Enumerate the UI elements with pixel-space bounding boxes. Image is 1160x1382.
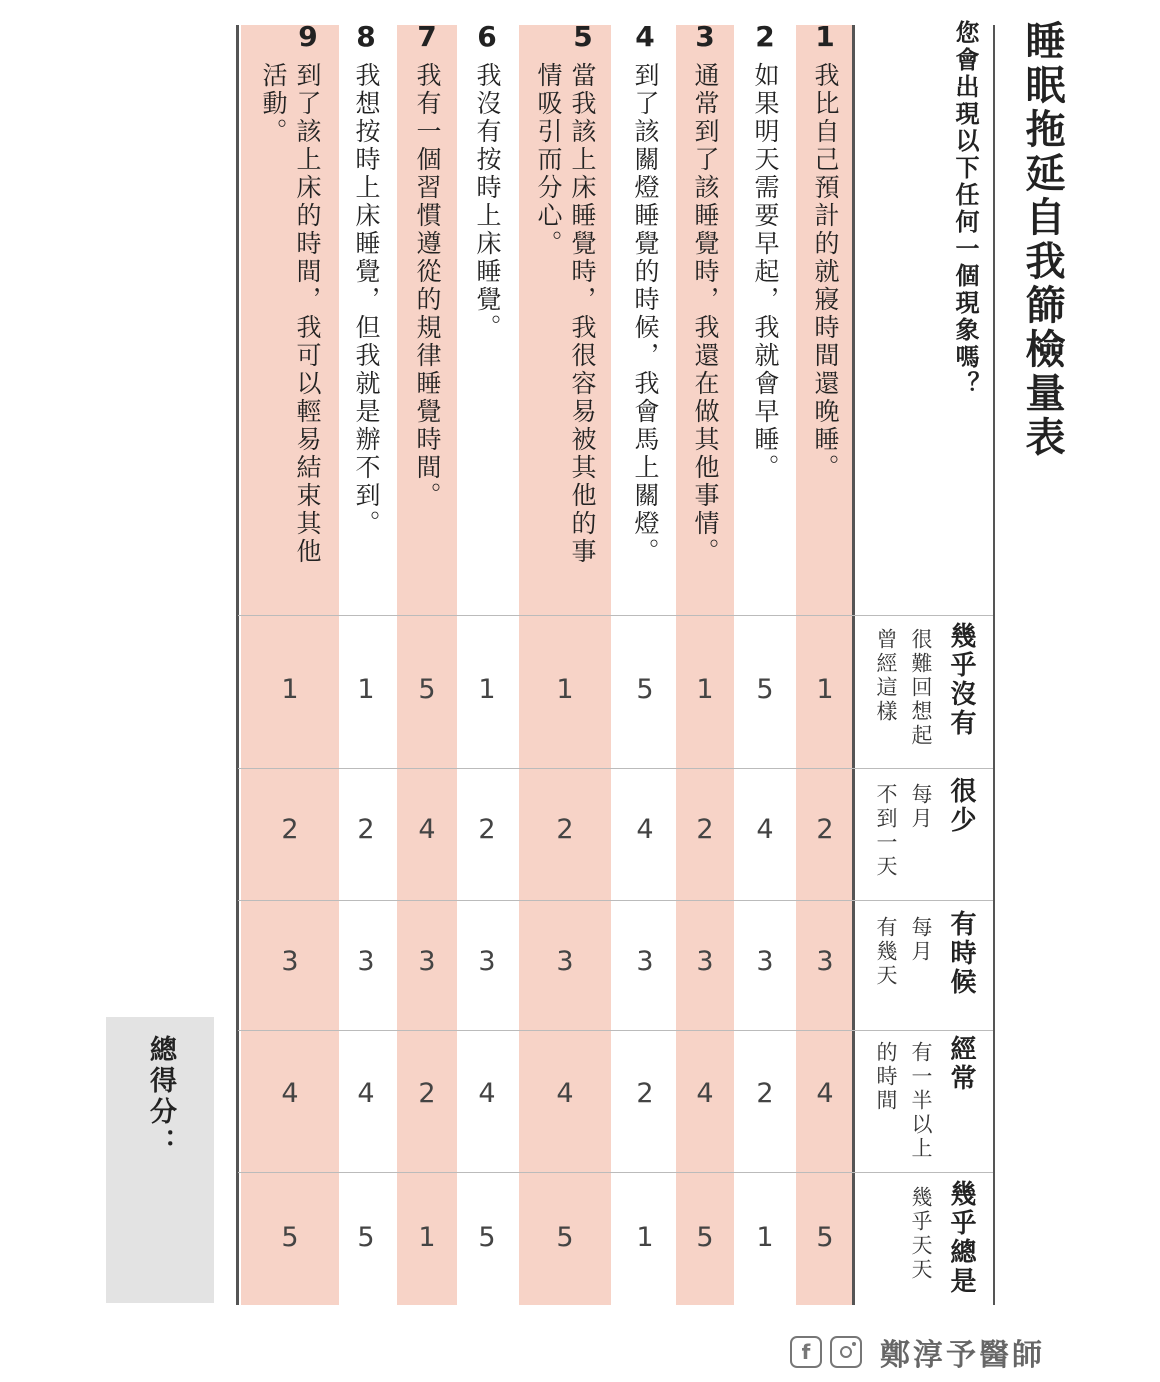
column-subheader: 每月	[909, 783, 933, 831]
score-cell[interactable]: 3	[696, 946, 714, 977]
score-cell[interactable]: 1	[816, 674, 834, 705]
score-cell[interactable]: 1	[696, 674, 714, 705]
row-divider	[238, 768, 993, 769]
item-number: 2	[755, 20, 775, 53]
score-cell[interactable]: 2	[816, 814, 834, 845]
score-cell[interactable]: 4	[556, 1078, 574, 1109]
score-cell[interactable]: 4	[636, 814, 654, 845]
score-cell[interactable]: 1	[756, 1222, 774, 1253]
item-number: 3	[695, 20, 715, 53]
score-cell[interactable]: 4	[478, 1078, 496, 1109]
item-text: 通常到了該睡覺時，我還在做其他事情。	[691, 62, 720, 566]
row-divider	[238, 1030, 993, 1031]
item-text: 我想按時上床睡覺，但我就是辦不到。	[352, 62, 381, 538]
score-cell[interactable]: 4	[756, 814, 774, 845]
score-cell[interactable]: 1	[478, 674, 496, 705]
column-header: 有時候	[946, 910, 976, 997]
score-cell[interactable]: 2	[636, 1078, 654, 1109]
score-cell[interactable]: 2	[756, 1078, 774, 1109]
score-cell[interactable]: 4	[357, 1078, 375, 1109]
facebook-icon[interactable]: f	[790, 1336, 822, 1368]
score-cell[interactable]: 2	[418, 1078, 436, 1109]
score-cell[interactable]: 3	[478, 946, 496, 977]
score-cell[interactable]: 3	[357, 946, 375, 977]
column-subheader: 有一半以上	[909, 1041, 933, 1161]
table-border	[852, 25, 855, 1305]
column-subheader: 不到一天	[874, 783, 898, 879]
table-border	[236, 25, 239, 1305]
score-cell[interactable]: 5	[556, 1222, 574, 1253]
item-text: 我有一個習慣遵從的規律睡覺時間。	[413, 62, 442, 510]
score-cell[interactable]: 3	[636, 946, 654, 977]
page-title: 睡眠拖延自我篩檢量表	[1019, 20, 1065, 460]
column-subheader: 很難回想起	[909, 628, 933, 748]
column-header: 幾乎總是	[946, 1180, 976, 1296]
instagram-icon[interactable]	[830, 1336, 862, 1368]
score-cell[interactable]: 5	[636, 674, 654, 705]
score-cell[interactable]: 4	[816, 1078, 834, 1109]
score-cell[interactable]: 4	[418, 814, 436, 845]
score-cell[interactable]: 1	[357, 674, 375, 705]
score-cell[interactable]: 2	[556, 814, 574, 845]
score-cell[interactable]: 5	[816, 1222, 834, 1253]
score-cell[interactable]: 5	[696, 1222, 714, 1253]
column-subheader: 曾經這樣	[874, 628, 898, 724]
item-number: 4	[635, 20, 655, 53]
question-prompt: 您會出現以下任何一個現象嗎？	[951, 20, 979, 398]
item-text: 到了該上床的時間，我可以輕易結束其他活動。	[259, 62, 322, 566]
column-subheader: 的時間	[874, 1041, 898, 1113]
score-cell[interactable]: 5	[478, 1222, 496, 1253]
row-divider	[238, 1172, 993, 1173]
score-cell[interactable]: 2	[357, 814, 375, 845]
column-subheader: 每月	[909, 916, 933, 964]
score-cell[interactable]: 2	[281, 814, 299, 845]
score-cell[interactable]: 3	[816, 946, 834, 977]
item-text: 當我該上床睡覺時，我很容易被其他的事情吸引而分心。	[534, 62, 597, 566]
score-cell[interactable]: 5	[756, 674, 774, 705]
score-cell[interactable]: 1	[556, 674, 574, 705]
column-subheader: 有幾天	[874, 916, 898, 988]
row-divider	[238, 900, 993, 901]
score-cell[interactable]: 3	[281, 946, 299, 977]
item-text: 我比自己預計的就寢時間還晚睡。	[811, 62, 840, 482]
score-cell[interactable]: 4	[696, 1078, 714, 1109]
score-cell[interactable]: 1	[281, 674, 299, 705]
score-cell[interactable]: 3	[418, 946, 436, 977]
score-cell[interactable]: 5	[281, 1222, 299, 1253]
column-header: 幾乎沒有	[946, 622, 976, 738]
score-cell[interactable]: 3	[756, 946, 774, 977]
item-number: 5	[573, 20, 593, 53]
item-number: 9	[298, 20, 318, 53]
score-cell[interactable]: 1	[636, 1222, 654, 1253]
score-cell[interactable]: 2	[696, 814, 714, 845]
item-text: 我沒有按時上床睡覺。	[473, 62, 502, 342]
author-name: 鄭淳予醫師	[880, 1338, 1045, 1373]
score-cell[interactable]: 4	[281, 1078, 299, 1109]
row-divider	[238, 615, 993, 616]
score-cell[interactable]: 5	[357, 1222, 375, 1253]
score-cell[interactable]: 1	[418, 1222, 436, 1253]
item-text: 到了該關燈睡覺的時候，我會馬上關燈。	[631, 62, 660, 566]
item-number: 8	[356, 20, 376, 53]
score-cell[interactable]: 3	[556, 946, 574, 977]
score-cell[interactable]: 2	[478, 814, 496, 845]
column-header: 經常	[946, 1035, 976, 1093]
item-text: 如果明天需要早起，我就會早睡。	[751, 62, 780, 482]
item-number: 1	[815, 20, 835, 53]
table-border	[993, 25, 995, 1305]
item-number: 6	[477, 20, 497, 53]
score-cell[interactable]: 5	[418, 674, 436, 705]
footer	[790, 1330, 1045, 1374]
total-score-label: 總得分：	[145, 1035, 176, 1159]
item-number: 7	[417, 20, 437, 53]
column-header: 很少	[946, 777, 976, 835]
column-subheader: 幾乎天天	[909, 1186, 933, 1282]
